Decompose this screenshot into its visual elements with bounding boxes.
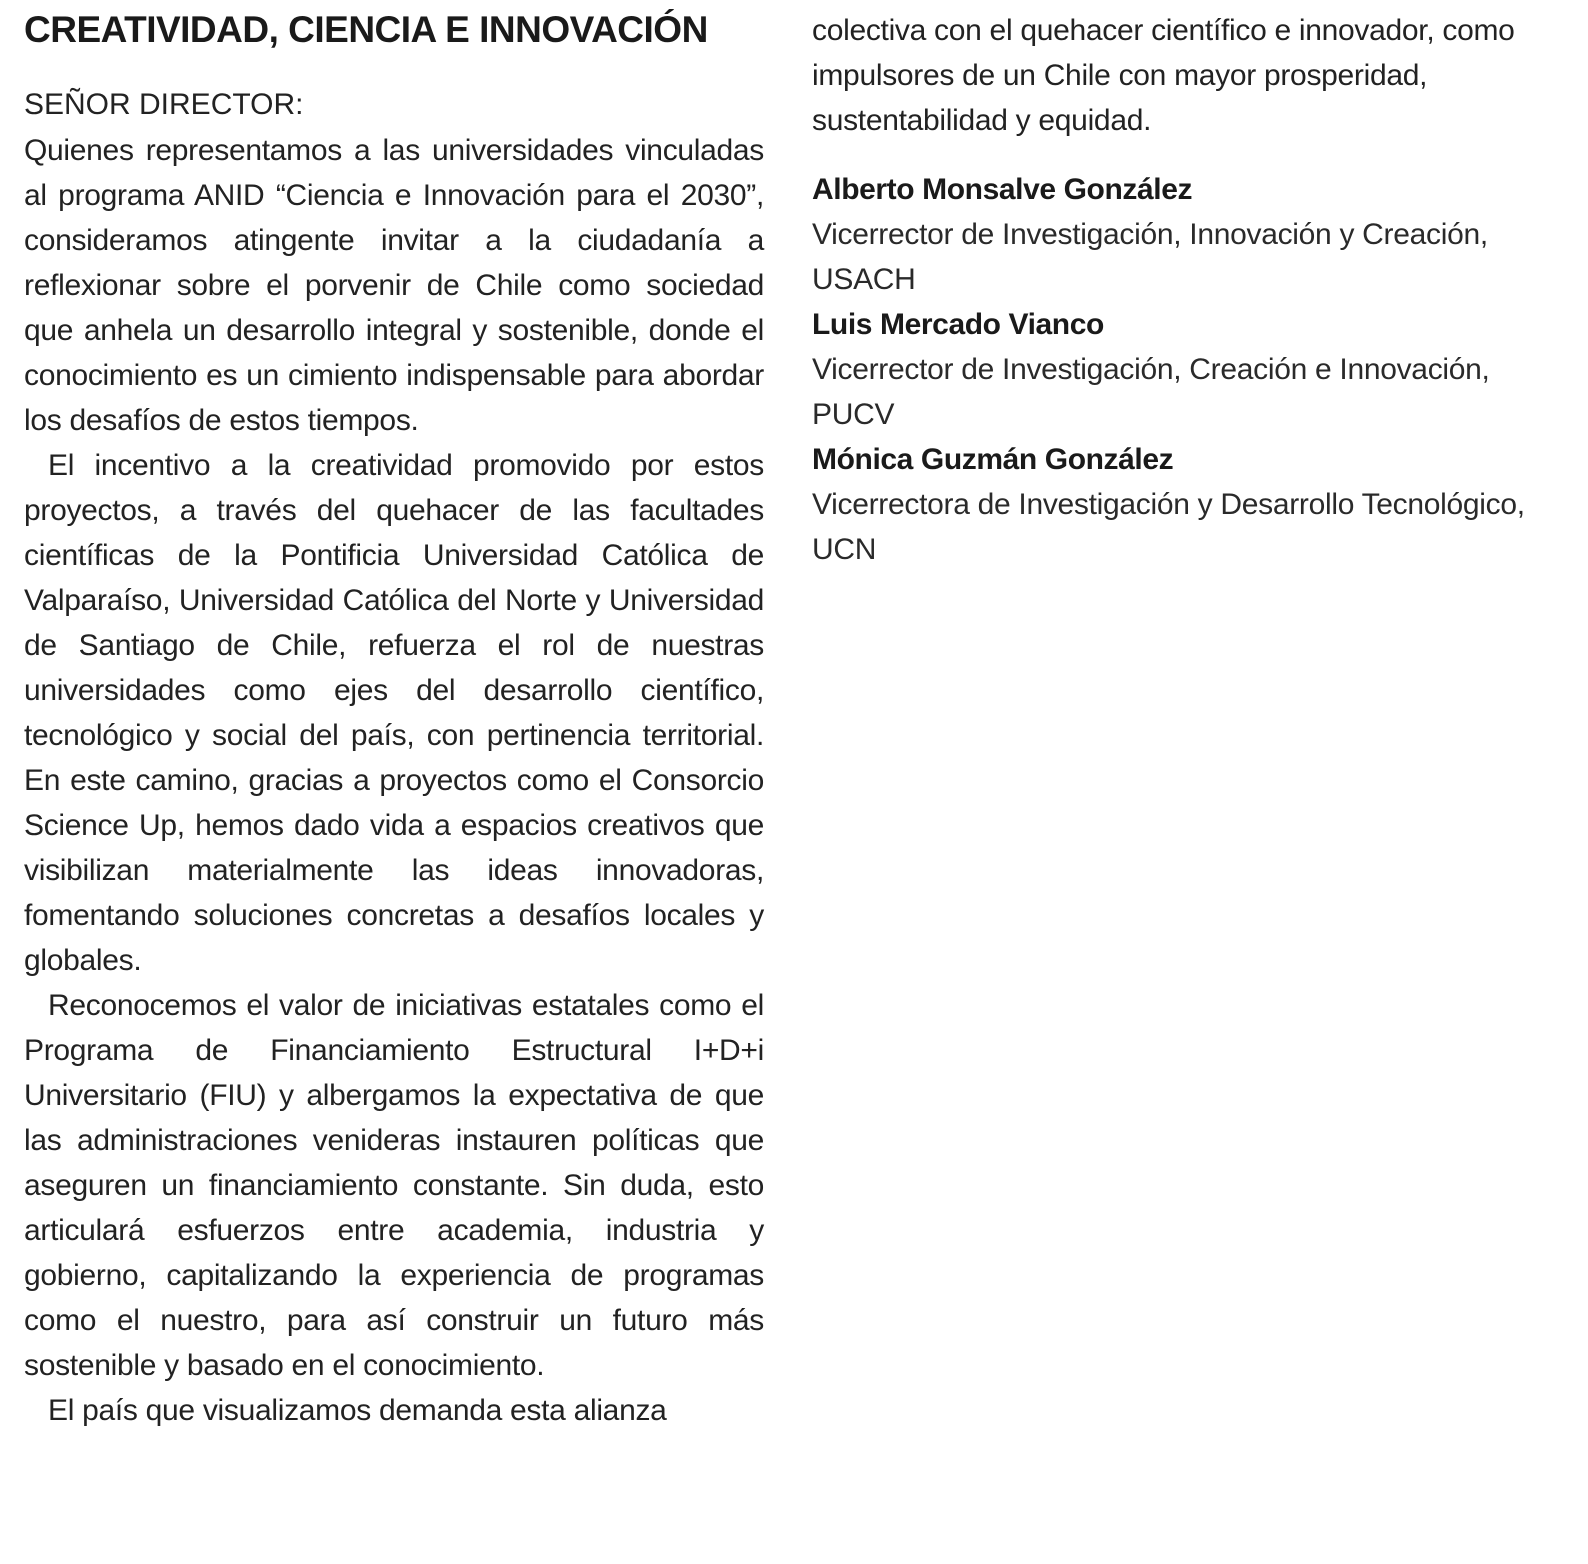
signature-3 [812, 437, 1572, 572]
signature-role: Vicerrectora de Investigación y Desarrollo Tecnológico, [812, 488, 1525, 521]
article-continuation-block [812, 8, 1562, 143]
signature-name: Mónica Guzmán González [812, 443, 1174, 476]
paragraph-4: El país que visualizamos demanda esta alianza [48, 1394, 667, 1427]
paragraph-continuation: colectiva con el quehacer científico e innovador, como impulsores de un Chile con mayor prosperidad, sustentabilidad y equidad. [812, 14, 1515, 137]
signature-affiliation: UCN [812, 533, 877, 566]
signature-block [812, 167, 1572, 572]
signature-name: Alberto Monsalve González [812, 173, 1193, 206]
salutation: SEÑOR DIRECTOR: [24, 88, 304, 121]
paragraph-1: Quienes representamos a las universidades vinculadas al programa ANID “Ciencia e Innovación para el 2030”, consideramos atingente invitar a la ciudadanía a reflexionar sobre el porvenir de Chile como sociedad que anhela un desarrollo integral y sostenible, donde el conocimiento es un cimiento indispensable para abordar los desafíos de estos tiempos. [24, 134, 764, 437]
paragraph-3: Reconocemos el valor de iniciativas estatales como el Programa de Financiamiento Estructural I+D+i Universitario (FIU) y albergamos la expectativa de que las administraciones venideras instauren políticas que aseguren un financiamiento constante. Sin duda, esto articulará esfuerzos entre academia, industria y gobierno, capitalizando la experiencia de programas como el nuestro, para así construir un futuro más sostenible y basado en el conocimiento. [24, 989, 764, 1382]
signature-role: Vicerrector de Investigación, Creación e Innovación, PUCV [812, 353, 1490, 431]
paragraph-2: El incentivo a la creatividad promovido por estos proyectos, a través del quehacer de las facultades científicas de la Pontificia Universidad Católica de Valparaíso, Universidad Católica del Norte y Universidad de Santiago de Chile, refuerza el rol de nuestras universidades como ejes del desarrollo científico, tecnológico y social del país, con pertinencia territorial. En este camino, gracias a proyectos como el Consorcio Science Up, hemos dado vida a espacios creativos que visibilizan materialmente las ideas innovadoras, fomentando soluciones concretas a desafíos locales y globales. [24, 449, 764, 977]
signature-role: Vicerrector de Investigación, Innovación y Creación, USACH [812, 218, 1488, 296]
article-title: CREATIVIDAD, CIENCIA E INNOVACIÓN [24, 9, 708, 50]
signature-1 [812, 167, 1572, 302]
signature-2 [812, 302, 1572, 437]
signature-name: Luis Mercado Vianco [812, 308, 1104, 341]
article-body [24, 128, 764, 1433]
